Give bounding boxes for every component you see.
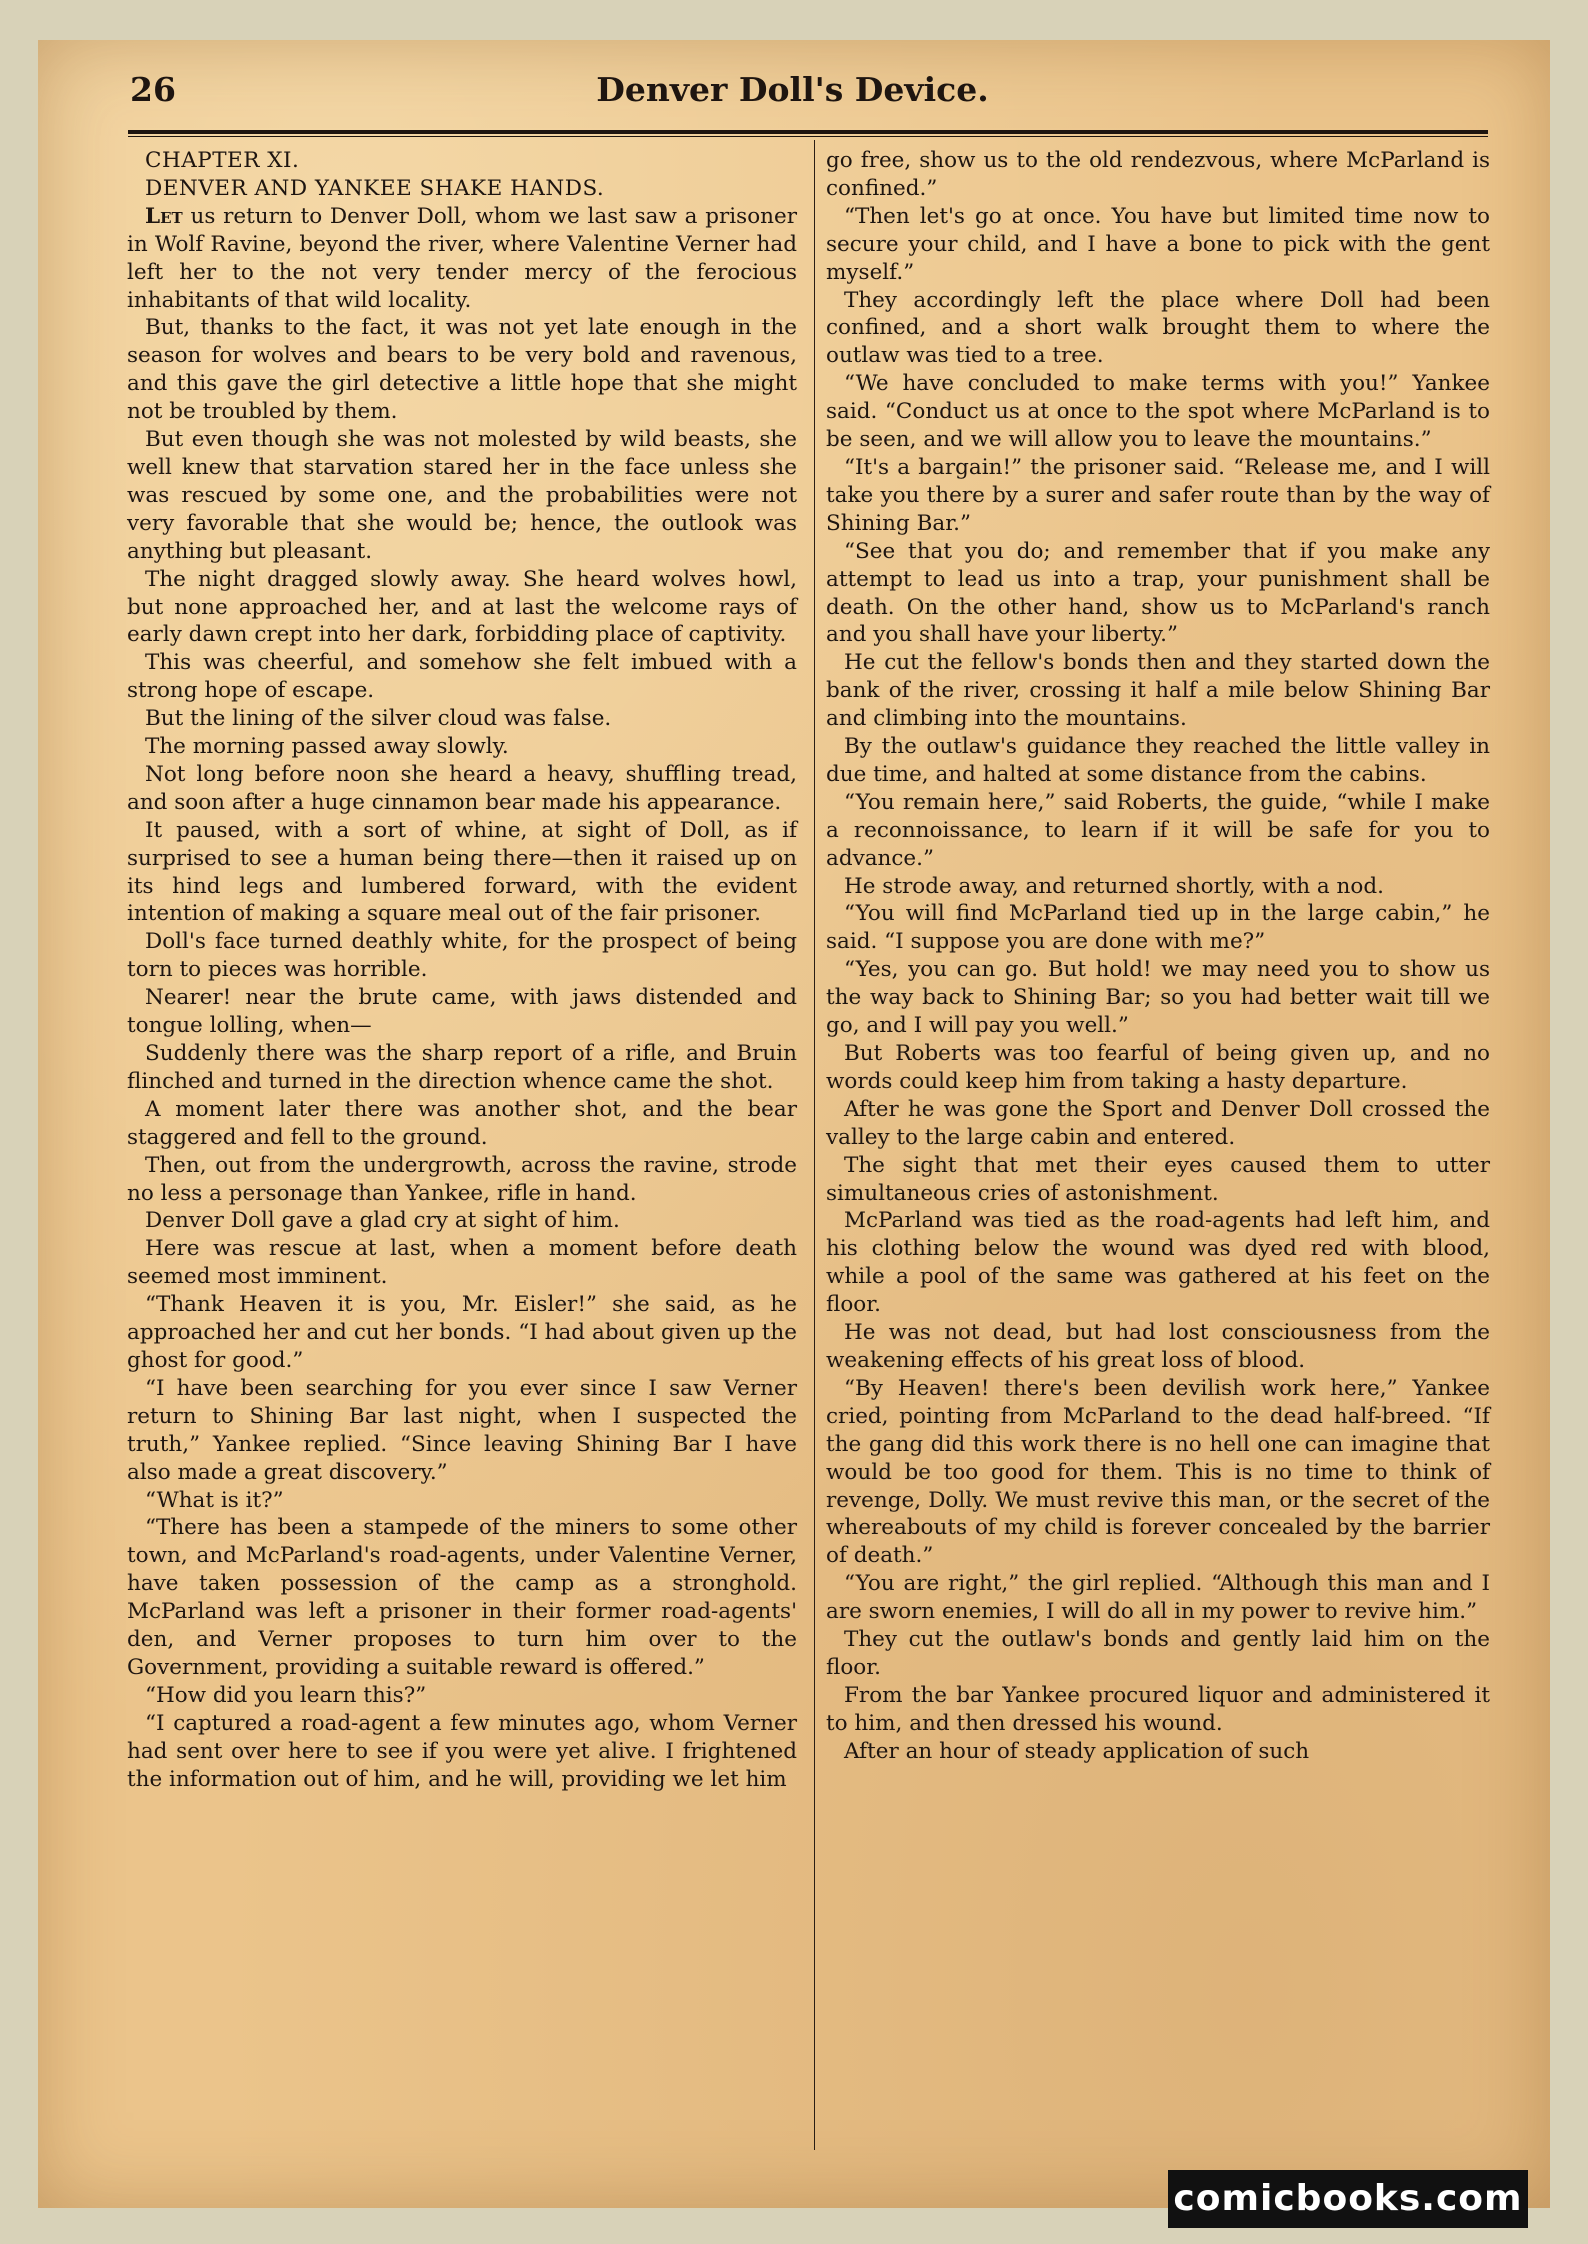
- paragraph: This was cheerful, and somehow she felt imbued with a strong hope of escape.: [127, 650, 797, 704]
- paragraph: The morning passed away slowly.: [145, 734, 509, 760]
- paragraph: “What is it?”: [145, 1487, 284, 1513]
- paragraph: By the outlaw's guidance they reached the little valley in due time, and halted at some distance from the cabins.: [826, 734, 1490, 787]
- paragraph: A moment later there was another shot, and the bear staggered and fell to the ground.: [127, 1096, 797, 1150]
- column-divider: [814, 140, 815, 2150]
- page-header: [95, 70, 1490, 120]
- paragraph: But even though she was not molested by wild beasts, she well knew that starvation stared her in the face unless she was rescued by some one, and the probabilities were not very favorable that she would be; hence, the outlook was anything but pleasant.: [127, 427, 797, 564]
- paragraph: “Then let's go at once. You have but limited time now to secure your child, and I have a bone to pick with the gent myself.”: [826, 203, 1490, 285]
- paragraph: The sight that met their eyes caused them to utter simultaneous cries of astonishment.: [826, 1152, 1490, 1206]
- paragraph: He was not dead, but had lost consciousness from the weakening effects of his great loss of blood.: [826, 1320, 1490, 1373]
- paragraph: Not long before noon she heard a heavy, shuffling tread, and soon after a huge cinnamon bear made his appearance.: [127, 761, 797, 815]
- paragraph: “By Heaven! there's been devilish work here,” Yankee cried, pointing from McParland to the dead half-breed. “If the gang did this work there is no hell one can imagine that would be too good for them. This is no time to think of revenge, Dolly. We must revive this man, or the secret of the whereabouts of my child is forever concealed by the barrier of death.”: [826, 1375, 1490, 1569]
- paragraph: “It's a bargain!” the prisoner said. “Release me, and I will take you there by a surer and safer route than by the way of Shining Bar.”: [826, 454, 1490, 536]
- paragraph: Denver Doll gave a glad cry at sight of him.: [145, 1208, 620, 1234]
- paragraph: “See that you do; and remember that if you make any attempt to lead us into a trap, your punishment shall be death. On the other hand, show us to McParland's ranch and you shall have your liberty.”: [826, 538, 1490, 648]
- paragraph: “You are right,” the girl replied. “Although this man and I are sworn enemies, I will do all in my power to revive him.”: [826, 1571, 1490, 1625]
- paragraph: But Roberts was too fearful of being given up, and no words could keep him from taking a hasty departure.: [826, 1041, 1490, 1094]
- paragraph: go free, show us to the old rendezvous, where McParland is confined.”: [826, 148, 1490, 201]
- paragraph: They accordingly left the place where Doll had been confined, and a short walk brought them to where the outlaw was tied to a tree.: [826, 287, 1490, 369]
- paragraph: “We have concluded to make terms with you!” Yankee said. “Conduct us at once to the spot where McParland is to be seen, and we will allow you to leave the mountains.”: [826, 371, 1490, 453]
- chapter-title: CHAPTER XI.: [145, 148, 300, 173]
- chapter-first-word: Let: [145, 203, 183, 229]
- page-number: 26: [130, 70, 176, 109]
- paragraph: But the lining of the silver cloud was false.: [145, 706, 612, 732]
- paragraph: [127, 203, 797, 315]
- paragraph: “You remain here,” said Roberts, the guide, “while I make a reconnoissance, to learn if it will be safe for you to advance.”: [826, 789, 1490, 871]
- paragraph: He cut the fellow's bonds then and they started down the bank of the river, crossing it half a mile below Shining Bar and climbing into the mountains.: [826, 650, 1490, 732]
- paragraph: “I have been searching for you ever since I saw Verner return to Shining Bar last night, when I suspected the truth,” Yankee replied. “Since leaving Shining Bar I have also made a great discovery.”: [127, 1375, 797, 1485]
- paragraph: “How did you learn this?”: [145, 1682, 427, 1708]
- paragraph: But, thanks to the fact, it was not yet late enough in the season for wolves and bears to be very bold and ravenous, and this gave the girl detective a little hope that she might not be troubled by them.: [127, 315, 797, 425]
- paragraph: “Yes, you can go. But hold! we may need you to show us the way back to Shining Bar; so you had better wait till we go, and I will pay you well.”: [826, 957, 1490, 1039]
- paragraph: Then, out from the undergrowth, across the ravine, strode no less a personage than Yankee, rifle in hand.: [127, 1152, 797, 1206]
- paragraph: Nearer! near the brute came, with jaws distended and tongue lolling, when—: [127, 985, 797, 1039]
- paragraph: Doll's face turned deathly white, for the prospect of being torn to pieces was horrible.: [127, 929, 797, 983]
- paragraph: Suddenly there was the sharp report of a rifle, and Bruin flinched and turned in the direction whence came the shot.: [127, 1041, 797, 1094]
- right-column: [826, 147, 1490, 1766]
- paragraph: “I captured a road-agent a few minutes ago, whom Verner had sent over here to see if you were yet alive. I frightened the information out of him, and he will, providing we let him: [127, 1710, 797, 1792]
- watermark-badge: comicbooks.com: [1168, 2170, 1528, 2228]
- header-rule: [128, 130, 1488, 137]
- paragraph: Here was rescue at last, when a moment before death seemed most imminent.: [127, 1236, 797, 1290]
- paragraph: “There has been a stampede of the miners to some other town, and McParland's road-agents, under Valentine Verner, have taken possession of the camp as a stronghold. McParland was left a prisoner in their former road-agents' den, and Verner proposes to turn him over to the Government, providing a suitable reward is offered.”: [127, 1515, 797, 1680]
- paragraph-text: us return to Denver Doll, whom we last saw a prisoner in Wolf Ravine, beyond the river, where Valentine Verner had left her to the not very tender mercy of the ferocious inhabitants of that wild locality.: [127, 203, 797, 313]
- left-column: [127, 147, 797, 1793]
- paragraph: He strode away, and returned shortly, with a nod.: [844, 873, 1384, 899]
- paragraph: “Thank Heaven it is you, Mr. Eisler!” she said, as he approached her and cut her bonds. “I had about given up the ghost for good.”: [127, 1292, 797, 1373]
- paragraph: It paused, with a sort of whine, at sight of Doll, as if surprised to see a human being there—then it raised up on its hind legs and lumbered forward, with the evident intention of making a square meal out of the fair prisoner.: [127, 817, 797, 927]
- paragraph: They cut the outlaw's bonds and gently laid him on the floor.: [826, 1627, 1490, 1680]
- running-title: Denver Doll's Device.: [596, 70, 989, 109]
- paragraph: McParland was tied as the road-agents had left him, and his clothing below the wound was dyed red with blood, while a pool of the same was gathered at his feet on the floor.: [826, 1208, 1490, 1318]
- paragraph: “You will find McParland tied up in the large cabin,” he said. “I suppose you are done with me?”: [826, 901, 1490, 955]
- paragraph: From the bar Yankee procured liquor and administered it to him, and then dressed his wound.: [826, 1682, 1490, 1736]
- paragraph: After an hour of steady application of such: [844, 1738, 1310, 1764]
- paragraph: The night dragged slowly away. She heard wolves howl, but none approached her, and at last the welcome rays of early dawn crept into her dark, forbidding place of captivity.: [127, 566, 797, 648]
- paragraph: After he was gone the Sport and Denver Doll crossed the valley to the large cabin and entered.: [826, 1096, 1490, 1150]
- chapter-subtitle: DENVER AND YANKEE SHAKE HANDS.: [145, 175, 605, 201]
